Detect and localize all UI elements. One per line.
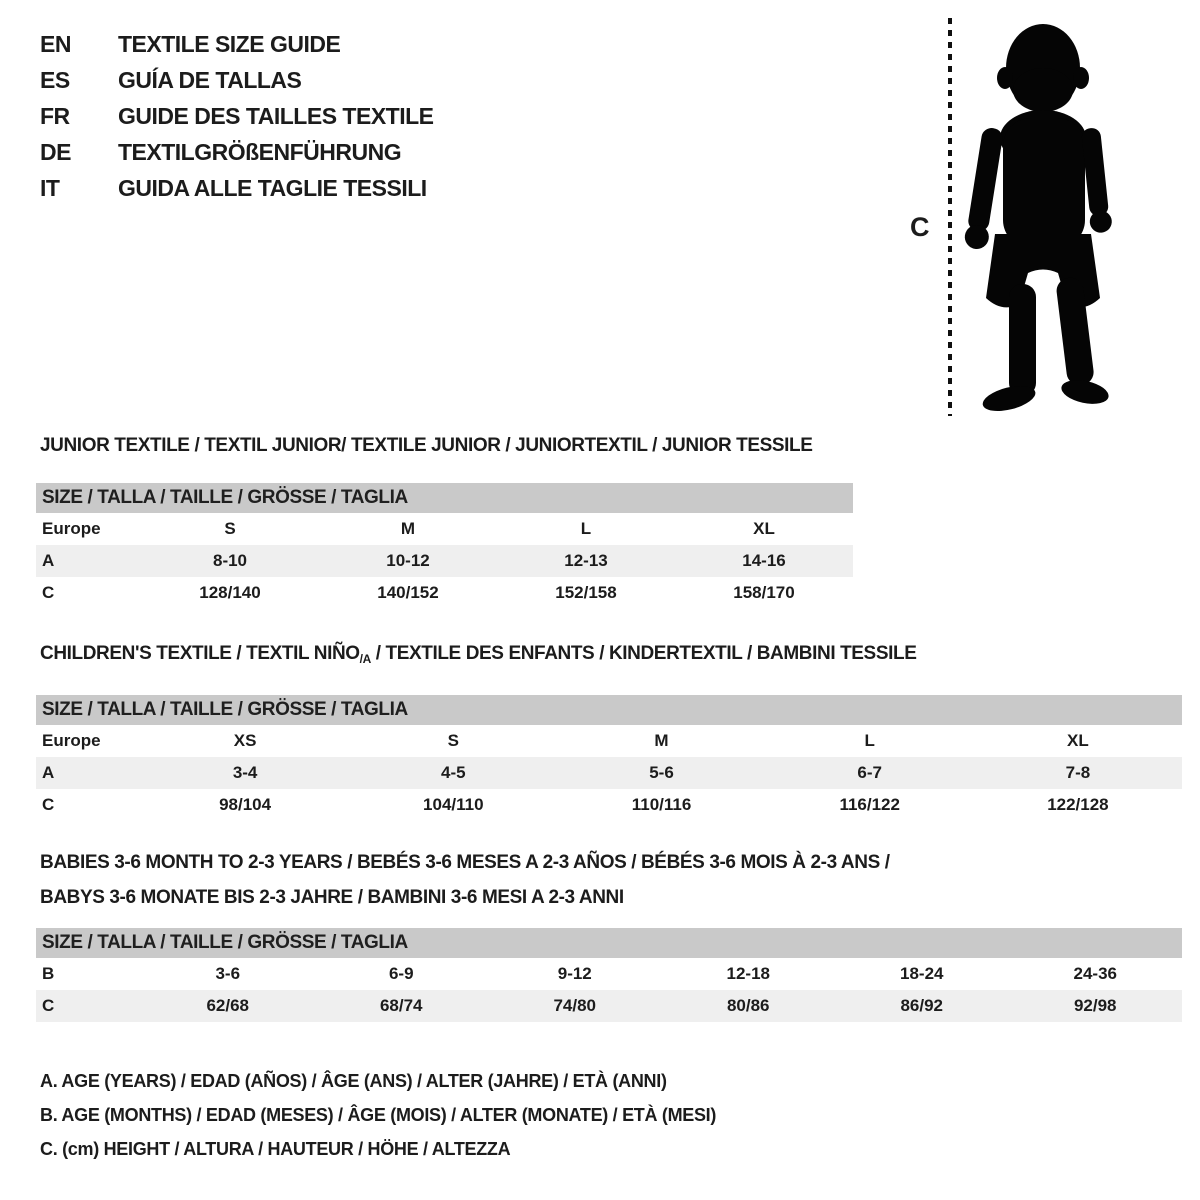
language-code: DE [40,139,71,165]
size-cell: 12-18 [726,964,770,983]
row-label: C [42,795,55,814]
size-cell: 116/122 [839,795,900,814]
language-title-list [40,26,434,206]
size-cell: 8-10 [212,551,248,570]
language-title: GUÍA DE TALLAS [118,67,302,93]
legend-line: B. AGE (MONTHS) / EDAD (MESES) / ÂGE (MOIS) / ALTER (MONATE) / ETÀ (MESI) [40,1105,717,1125]
title-segment: BABIES 3-6 MONTH TO 2-3 YEARS / BEBÉS 3-6 MESES A 2-3 AÑOS / BÉBÉS 3-6 MOIS À 2-3 ANS / [40,852,890,873]
size-cell: 3-4 [232,763,258,782]
size-cell: 110/116 [631,795,692,814]
size-cell: 3-6 [215,964,241,983]
row-label: Europe [42,731,101,750]
language-row [40,62,434,98]
size-cell: L [580,519,592,538]
size-header-bar: SIZE / TALLA / TAILLE / GRÖSSE / TAGLIA [36,928,1182,958]
legend [40,1064,716,1166]
language-row [40,170,434,206]
section-title [36,434,853,458]
size-cell: 86/92 [900,996,944,1015]
size-cell: 5-6 [649,763,674,782]
size-cell: 18-24 [900,964,944,983]
row-label: C [42,583,55,602]
size-cell: S [224,519,236,538]
language-code: EN [40,31,71,57]
size-cell: 6-7 [857,763,882,782]
language-row [40,134,434,170]
table-row-c [36,789,1182,821]
language-title: TEXTILGRÖßENFÜHRUNG [118,139,402,165]
row-label: B [42,964,55,983]
size-cell: 92/98 [1073,996,1117,1015]
table-row-europe [36,513,853,545]
language-title: GUIDA ALLE TAGLIE TESSILI [118,175,427,201]
size-cell: M [654,731,669,750]
size-cell: 14-16 [742,551,786,570]
legend-line: C. (cm) HEIGHT / ALTURA / HAUTEUR / HÖHE / ALTEZZA [40,1139,511,1159]
section-title-line [40,880,1182,915]
size-cell: L [864,731,875,750]
height-c-label: C [910,212,930,242]
size-cell: 104/110 [423,795,484,814]
toddler-silhouette-icon [962,16,1134,416]
size-cell: 7-8 [1065,763,1091,782]
size-cell: S [447,731,459,750]
table-row-europe [36,725,1182,757]
title-segment: /A [359,652,371,666]
section-title-line [40,642,1182,671]
size-cell: 140/152 [377,583,439,602]
size-cell: 98/104 [219,795,272,814]
section-title-line [40,434,853,458]
size-cell: 152/158 [555,583,617,602]
size-cell: 24-36 [1073,964,1117,983]
size-cell: XL [1067,731,1089,750]
size-cell: 122/128 [1047,795,1109,814]
section-title [36,845,1182,915]
size-cell: 158/170 [733,583,795,602]
table-row-c [36,990,1182,1022]
height-figure [900,12,1162,422]
size-header-bar: SIZE / TALLA / TAILLE / GRÖSSE / TAGLIA [36,483,853,513]
title-segment: CHILDREN'S TEXTILE / TEXTIL NIÑO [40,643,360,664]
size-cell: 62/68 [206,996,250,1015]
size-cell: 4-5 [441,763,466,782]
size-cell: XS [233,731,257,750]
size-cell: XL [753,519,775,538]
size-cell: 10-12 [386,551,430,570]
table-row-a [36,757,1182,789]
title-segment: JUNIOR TEXTILE / TEXTIL JUNIOR/ TEXTILE JUNIOR / JUNIORTEXTIL / JUNIOR TESSILE [40,435,813,456]
table-row-b [36,958,1182,990]
size-header-bar: SIZE / TALLA / TAILLE / GRÖSSE / TAGLIA [36,695,1182,725]
size-cell: 80/86 [726,996,770,1015]
language-title: TEXTILE SIZE GUIDE [118,31,341,57]
row-label: A [42,763,55,782]
size-cell: 12-13 [564,551,608,570]
row-label: Europe [42,519,101,538]
language-title: GUIDE DES TAILLES TEXTILE [118,103,434,129]
language-row [40,26,434,62]
language-code: FR [40,103,70,129]
title-segment: BABYS 3-6 MONATE BIS 2-3 JAHRE / BAMBINI 3-6 MESI A 2-3 ANNI [40,887,624,908]
size-cell: 6-9 [388,964,414,983]
title-segment: / TEXTILE DES ENFANTS / KINDERTEXTIL / BAMBINI TESSILE [370,643,917,664]
size-cell: 74/80 [553,996,597,1015]
language-code: IT [40,175,60,201]
section-babies [36,845,1182,1022]
size-cell: M [400,519,416,538]
size-cell: 9-12 [557,964,592,983]
language-code: ES [40,67,70,93]
legend-line: A. AGE (YEARS) / EDAD (AÑOS) / ÂGE (ANS) / ALTER (JAHRE) / ETÀ (ANNI) [40,1071,667,1091]
height-measure-line [948,18,952,416]
size-cell: 68/74 [379,996,423,1015]
table-row-a [36,545,853,577]
section-children [36,642,1182,821]
table-row-c [36,577,853,609]
row-label: C [42,996,55,1015]
language-row [40,98,434,134]
row-label: A [42,551,55,570]
section-title [36,642,1182,671]
section-junior [36,434,853,609]
size-cell: 128/140 [199,583,261,602]
section-title-line [40,845,1182,880]
